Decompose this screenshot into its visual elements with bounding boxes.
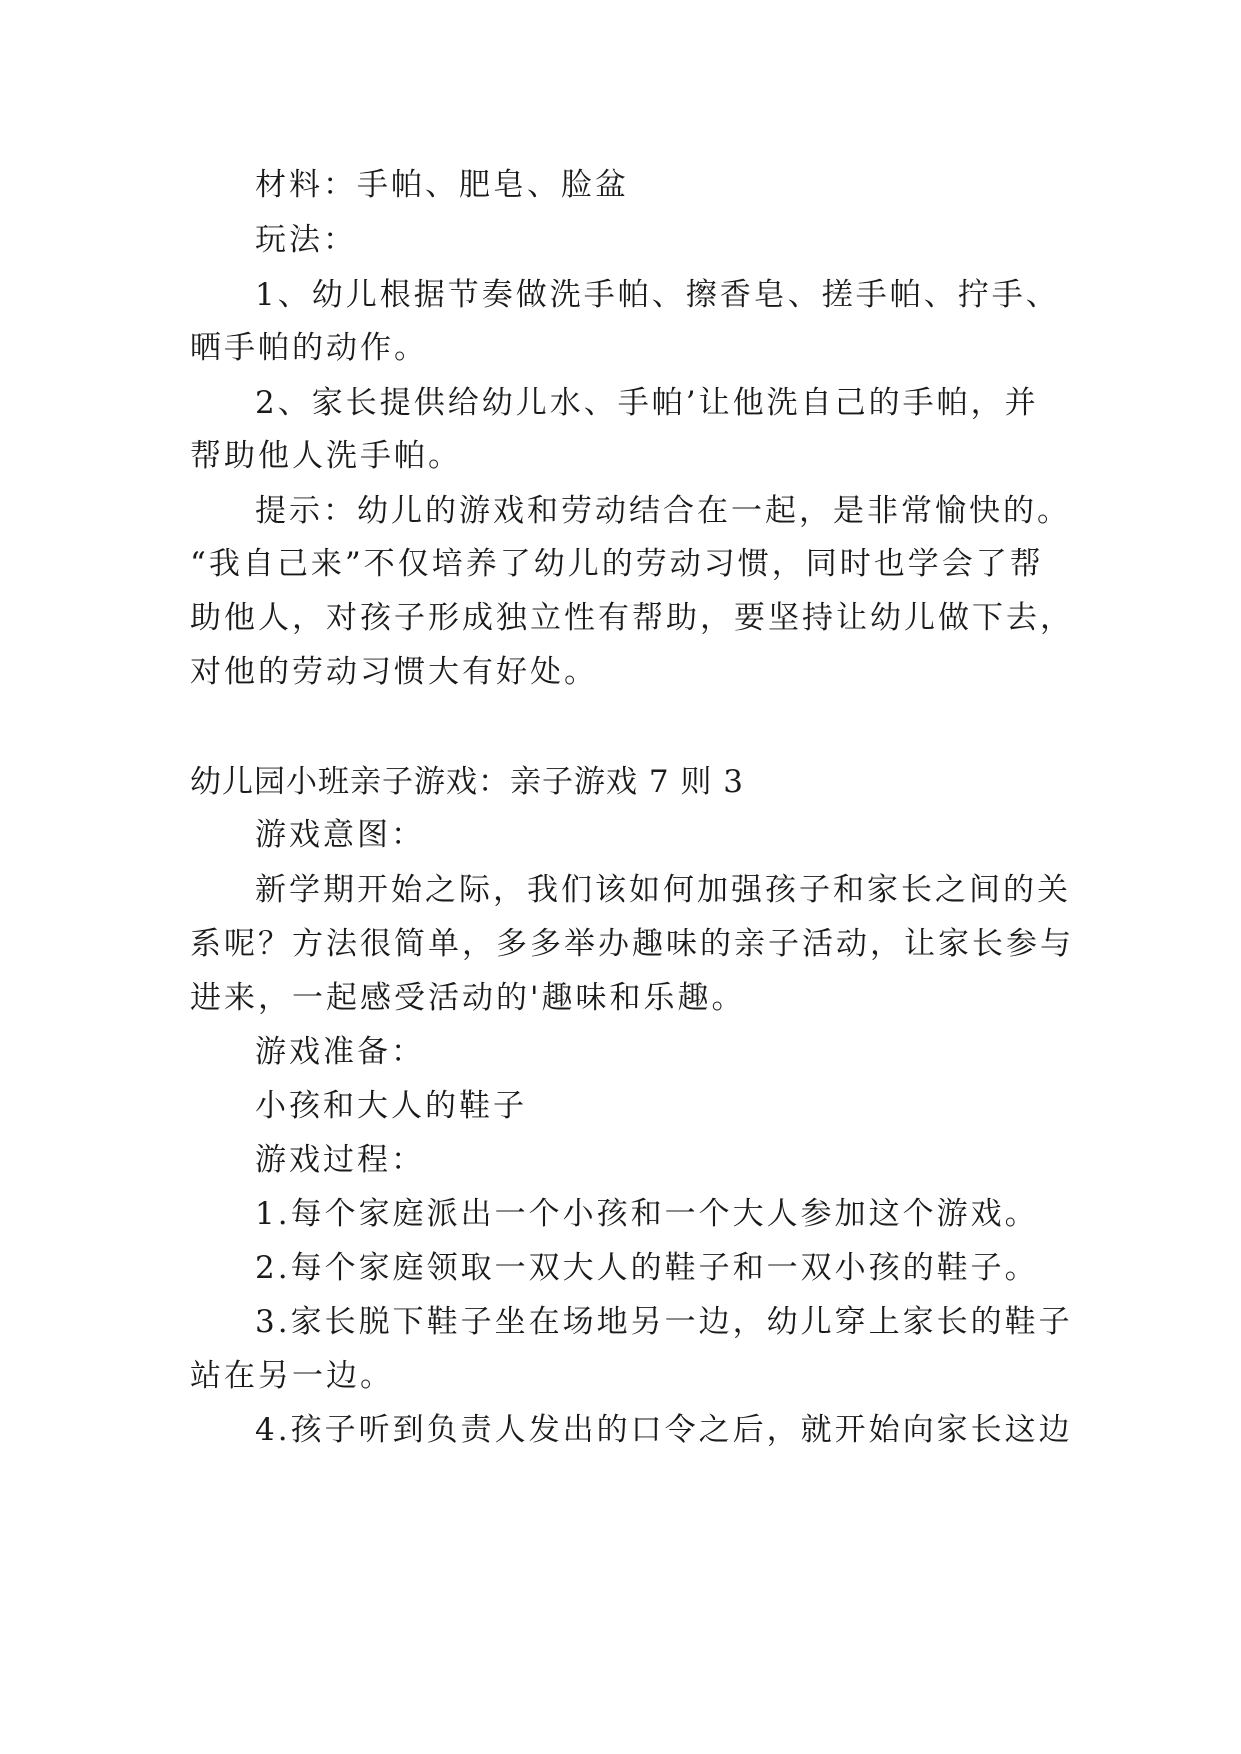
tip-line-1: 提示：幼儿的游戏和劳动结合在一起，是非常愉快的。 (255, 493, 1071, 529)
intent-label: 游戏意图： (255, 817, 425, 853)
process-step-3-line-1: 3.家长脱下鞋子坐在场地另一边，幼儿穿上家长的鞋子 (255, 1304, 1073, 1340)
tip-line-2: “我自己来”不仅培养了幼儿的劳动习惯，同时也学会了帮 (190, 546, 1044, 582)
process-step-4: 4.孩子听到负责人发出的口令之后，就开始向家长这边 (255, 1412, 1073, 1448)
prep-text: 小孩和大人的鞋子 (255, 1088, 527, 1124)
intent-line-3: 进来，一起感受活动的'趣味和乐趣。 (190, 980, 746, 1016)
intent-line-1: 新学期开始之际，我们该如何加强孩子和家长之间的关 (255, 872, 1071, 908)
step1-line-1: 1、幼儿根据节奏做洗手帕、擦香皂、搓手帕、拧手、 (255, 277, 1060, 313)
step1-line-2: 晒手帕的动作。 (190, 330, 428, 366)
prep-label: 游戏准备： (255, 1034, 425, 1070)
process-step-1: 1.每个家庭派出一个小孩和一个大人参加这个游戏。 (255, 1196, 1039, 1232)
tip-line-3: 助他人，对孩子形成独立性有帮助，要坚持让幼儿做下去， (190, 600, 1074, 636)
process-label: 游戏过程： (255, 1142, 425, 1178)
step2-line-2: 帮助他人洗手帕。 (190, 438, 462, 474)
intent-line-2: 系呢？方法很简单，多多举办趣味的亲子活动，让家长参与 (190, 926, 1074, 962)
section-title: 幼儿园小班亲子游戏：亲子游戏 7 则 3 (190, 764, 745, 800)
materials-line: 材料：手帕、肥皂、脸盆 (255, 167, 629, 203)
process-step-3-line-2: 站在另一边。 (190, 1358, 394, 1394)
tip-line-4: 对他的劳动习惯大有好处。 (190, 654, 598, 690)
play-label: 玩法： (255, 222, 357, 258)
step2-line-1: 2、家长提供给幼儿水、手帕’让他洗自己的手帕，并 (255, 385, 1039, 421)
process-step-2: 2.每个家庭领取一双大人的鞋子和一双小孩的鞋子。 (255, 1250, 1039, 1286)
